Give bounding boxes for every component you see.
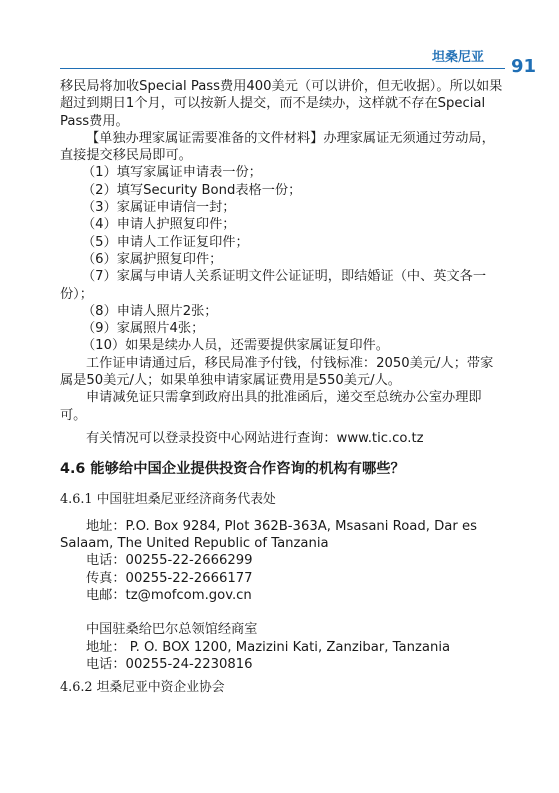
paragraph-special-pass: 移民局将加收Special Pass费用400美元（可以讲价，但无收据）。所以如果超过到期日1个月，可以按新人提交，而不是续办，这样就不存在Special Pass费用。: [60, 79, 503, 129]
list-item: （9）家属照片4张；: [82, 321, 205, 337]
list-item: （5）申请人工作证复印件；: [82, 234, 249, 250]
running-header: 坦桑尼亚: [432, 50, 485, 65]
header-divider: [60, 68, 505, 69]
document-list: [60, 164, 506, 354]
office-address: 地址：P.O. Box 9284, Plot 362B-363A, Msasani Road, Dar es Salaam, The United Republic of Tanzania: [60, 518, 477, 552]
office-email: 电邮：tz@mofcom.gov.cn: [86, 588, 252, 604]
page-number: 91: [511, 56, 537, 77]
list-item: （7）家属与申请人关系证明文件公证证明，即结婚证（中、英文各一份）；: [60, 269, 487, 302]
consulate-phone: 电话：00255-24-2230816: [86, 656, 253, 672]
office-phone: 电话：00255-22-2666299: [86, 553, 253, 569]
subsection-heading-4-6-1: 4.6.1 中国驻坦桑尼亚经济商务代表处: [60, 491, 276, 507]
paragraph-exemption: 申请减免证只需拿到政府出具的批准函后，递交至总统办公室办理即可。: [60, 390, 482, 423]
list-item: （10）如果是续办人员，还需要提供家属证复印件。: [82, 338, 389, 354]
office-fax: 传真：00255-22-2666177: [86, 570, 253, 586]
consulate-address: 地址： P. O. BOX 1200, Mazizini Kati, Zanzibar, Tanzania: [86, 639, 451, 655]
subsection-heading-4-6-2: 4.6.2 坦桑尼亚中资企业协会: [60, 680, 225, 696]
section-heading-4-6: 4.6 能够给中国企业提供投资合作咨询的机构有哪些？: [60, 461, 405, 478]
list-item: （3）家属证申请信一封；: [82, 200, 236, 216]
list-item: （6）家属护照复印件；: [82, 251, 223, 267]
list-item: （1）填写家属证申请表一份；: [82, 165, 262, 181]
list-item: （2）填写Security Bond表格一份；: [82, 182, 302, 198]
spacer: [60, 604, 506, 621]
paragraph-family-permit-docs: 【单独办理家属证需要准备的文件材料】办理家属证无须通过劳动局，直接提交移民局即可。: [60, 130, 495, 164]
list-item: （4）申请人护照复印件；: [82, 217, 236, 233]
paragraph-fees: 工作证申请通过后，移民局准予付钱，付钱标准：2050美元/人；带家属是50美元/人；如果单独申请家属证费用是550美元/人。: [60, 355, 494, 389]
paragraph-website: 有关情况可以登录投资中心网站进行查询：www.tic.co.tz: [86, 430, 424, 446]
page-body: [60, 78, 506, 707]
consulate-name: 中国驻桑给巴尔总领馆经商室: [86, 622, 258, 638]
list-item: （8）申请人照片2张；: [82, 303, 218, 319]
